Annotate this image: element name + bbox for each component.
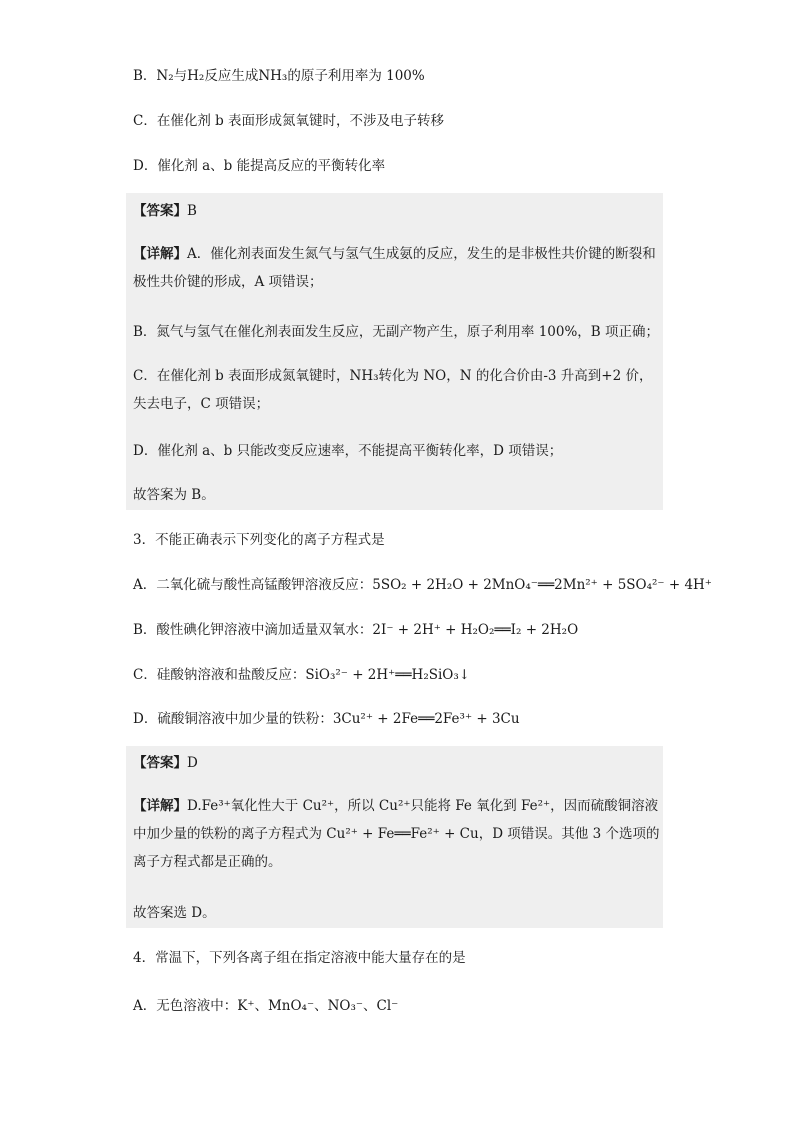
detail-text: D.Fe³⁺氧化性大于 Cu²⁺，所以 Cu²⁺只能将 Fe 氧化到 Fe²⁺，因而硫酸铜溶液中加少量的铁粉的离子方程式为 Cu²⁺ + Fe══Fe²⁺ + Cu，D 项错误。其他 3 个选项的离子方程式都是正确的。: [133, 798, 660, 870]
q2-option-d: D．催化剂 a、b 能提高反应的平衡转化率: [133, 158, 386, 174]
answer-label: 【答案】: [133, 203, 187, 219]
answer-value: D: [187, 755, 198, 771]
q3-option-d: D．硫酸铜溶液中加少量的铁粉：3Cu²⁺ + 2Fe══2Fe³⁺ + 3Cu: [133, 711, 520, 727]
q2-option-b: B．N₂与H₂反应生成NH₃的原子利用率为 100%: [133, 68, 425, 84]
q2-detail-d: D．催化剂 a、b 只能改变反应速率，不能提高平衡转化率，D 项错误；: [133, 443, 563, 459]
answer-value: B: [187, 203, 197, 219]
q3-conclusion: 故答案选 D。: [133, 905, 216, 921]
q2-conclusion: 故答案为 B。: [133, 487, 215, 503]
detail-label: 【详解】: [133, 246, 187, 262]
q2-option-c: C．在催化剂 b 表面形成氮氧键时，不涉及电子转移: [133, 113, 445, 129]
q3-detail: [133, 792, 661, 876]
q2-answer: [133, 201, 197, 221]
q2-detail-c: C．在催化剂 b 表面形成氮氧键时，NH₃转化为 NO，N 的化合价由-3 升高到+2 价，失去电子，C 项错误；: [133, 368, 653, 412]
q3-option-b: B．酸性碘化钾溶液中滴加适量双氧水：2I⁻ + 2H⁺ + H₂O₂══I₂ + 2H₂O: [133, 622, 579, 638]
q3-option-c: C．硅酸钠溶液和盐酸反应：SiO₃²⁻ + 2H⁺══H₂SiO₃↓: [133, 667, 471, 683]
q4-option-a: A．无色溶液中：K⁺、MnO₄⁻、NO₃⁻、Cl⁻: [133, 998, 399, 1014]
detail-label: 【详解】: [133, 798, 187, 814]
detail-text: A．催化剂表面发生氮气与氢气生成氨的反应，发生的是非极性共价键的断裂和极性共价键的形成，A 项错误；: [133, 246, 656, 290]
q2-detail-a: [133, 240, 661, 296]
q4-stem: 4．常温下，下列各离子组在指定溶液中能大量存在的是: [133, 950, 466, 966]
answer-label: 【答案】: [133, 755, 187, 771]
q2-detail-b: B．氮气与氢气在催化剂表面发生反应，无副产物产生，原子利用率 100%，B 项正确；: [133, 324, 660, 340]
q3-answer: [133, 753, 198, 773]
q3-stem: 3．不能正确表示下列变化的离子方程式是: [133, 532, 385, 548]
q3-option-a: A．二氧化硫与酸性高锰酸钾溶液反应：5SO₂ + 2H₂O + 2MnO₄⁻══2Mn²⁺ + 5SO₄²⁻ + 4H⁺: [133, 577, 712, 593]
